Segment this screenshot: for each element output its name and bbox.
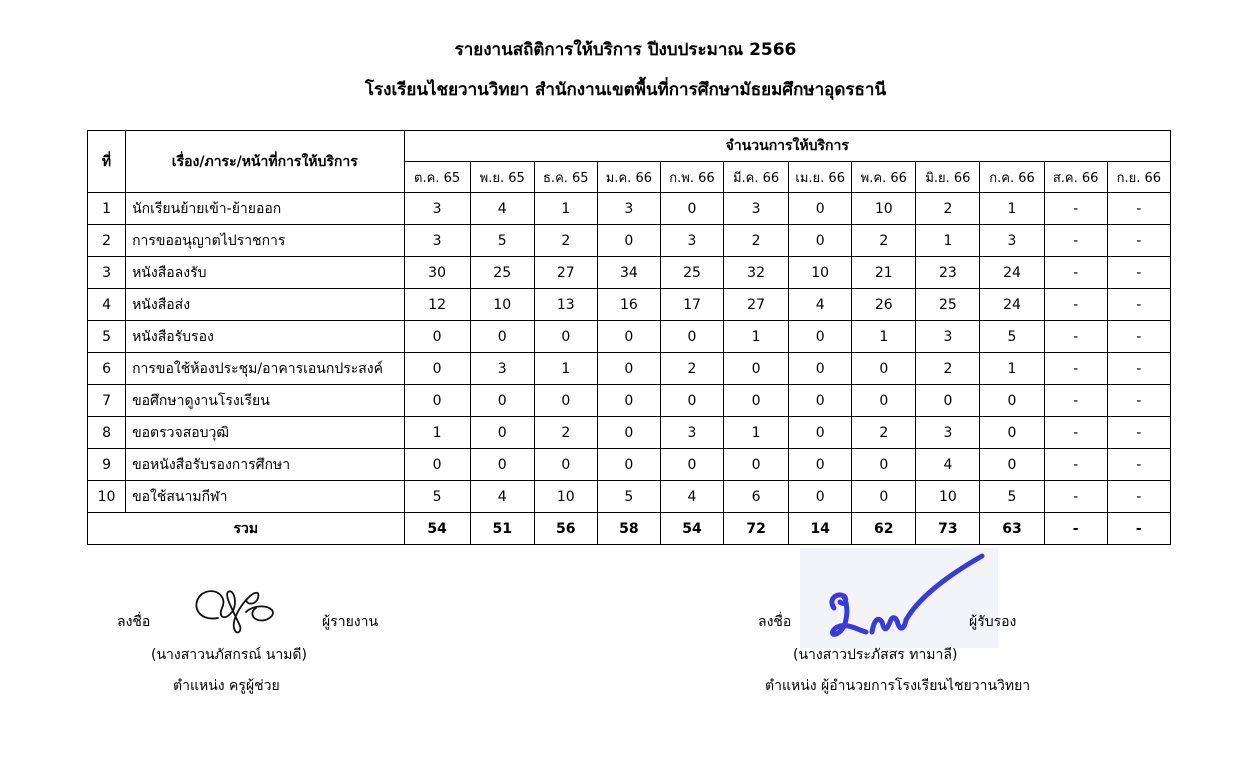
row-value-cell: 0 [916,385,980,417]
row-value-cell: 17 [660,289,723,321]
row-value-cell: 3 [660,225,723,257]
approver-name: (นางสาวประภัสสร ทามาลี) [793,647,958,663]
row-value-cell: 13 [534,289,597,321]
row-number: 3 [88,257,126,289]
row-value-cell: 0 [470,449,534,481]
row-value-cell: 32 [724,257,789,289]
row-value-cell: 2 [724,225,789,257]
total-label: รวม [88,513,405,545]
row-value-cell: 2 [916,193,980,225]
row-value-cell: 4 [916,449,980,481]
row-value-cell: - [1107,353,1170,385]
row-value-cell: 3 [660,417,723,449]
row-value-cell: 2 [852,417,916,449]
row-value-cell: 0 [852,481,916,513]
row-value-cell: 0 [597,321,660,353]
row-value-cell: 0 [724,353,789,385]
column-header-topic: เรื่อง/ภาระ/หน้าที่การให้บริการ [126,131,404,193]
row-number: 2 [88,225,126,257]
total-value-cell: 14 [789,513,852,545]
row-value-cell: 10 [916,481,980,513]
row-value-cell: 26 [852,289,916,321]
row-value-cell: 0 [724,385,789,417]
row-value-cell: - [1044,385,1107,417]
row-value-cell: 0 [597,417,660,449]
table-row [88,481,1171,513]
row-value-cell: 3 [724,193,789,225]
row-value-cell: 10 [789,257,852,289]
row-value-cell: 0 [534,449,597,481]
month-header: ก.ค. 66 [980,162,1044,193]
month-header: ก.พ. 66 [660,162,723,193]
total-value-cell: 54 [404,513,470,545]
approver-sign-label: ลงชื่อ [758,614,792,630]
total-value-cell: - [1107,513,1170,545]
row-value-cell: 0 [789,193,852,225]
table-row [88,289,1171,321]
row-value-cell: 1 [916,225,980,257]
row-value-cell: 5 [980,321,1044,353]
row-value-cell: - [1044,225,1107,257]
month-header: มี.ค. 66 [724,162,789,193]
row-value-cell: 0 [789,353,852,385]
row-value-cell: 2 [916,353,980,385]
row-value-cell: 4 [470,193,534,225]
row-value-cell: 0 [534,385,597,417]
month-header: ต.ค. 65 [404,162,470,193]
row-value-cell: 0 [597,449,660,481]
month-header: มิ.ย. 66 [916,162,980,193]
table-row [88,353,1171,385]
row-value-cell: 3 [404,193,470,225]
row-value-cell: - [1044,257,1107,289]
row-value-cell: 0 [470,385,534,417]
month-header: พ.ย. 65 [470,162,534,193]
total-value-cell: 51 [470,513,534,545]
row-value-cell: 0 [660,385,723,417]
row-topic: ขอหนังสือรับรองการศึกษา [126,449,404,481]
total-value-cell: 56 [534,513,597,545]
row-value-cell: 3 [470,353,534,385]
row-value-cell: 27 [724,289,789,321]
row-value-cell: 0 [980,449,1044,481]
total-value-cell: 73 [916,513,980,545]
row-value-cell: 1 [724,417,789,449]
row-value-cell: 10 [470,289,534,321]
table-row [88,449,1171,481]
row-value-cell: 2 [852,225,916,257]
approver-position: ตำแหน่ง ผู้อำนวยการโรงเรียนไชยวานวิทยา [765,678,1031,694]
row-number: 7 [88,385,126,417]
row-value-cell: 25 [470,257,534,289]
row-topic: ขอใช้สนามกีฬา [126,481,404,513]
row-value-cell: 1 [534,353,597,385]
row-value-cell: 1 [404,417,470,449]
table-row [88,417,1171,449]
row-topic: การขออนุญาตไปราชการ [126,225,404,257]
row-value-cell: 27 [534,257,597,289]
row-value-cell: 0 [852,385,916,417]
row-value-cell: - [1044,353,1107,385]
row-topic: นักเรียนย้ายเข้า-ย้ายออก [126,193,404,225]
row-value-cell: 10 [534,481,597,513]
row-value-cell: - [1107,385,1170,417]
row-number: 8 [88,417,126,449]
reporter-name: (นางสาวนภัสกรณ์ นามดี) [151,647,307,663]
row-value-cell: 5 [404,481,470,513]
row-value-cell: - [1107,417,1170,449]
row-value-cell: 0 [852,353,916,385]
table-row [88,257,1171,289]
row-value-cell: 0 [660,321,723,353]
row-topic: การขอใช้ห้องประชุม/อาคารเอนกประสงค์ [126,353,404,385]
row-value-cell: 1 [852,321,916,353]
row-value-cell: 0 [852,449,916,481]
row-value-cell: 2 [534,417,597,449]
row-value-cell: 0 [789,385,852,417]
row-value-cell: 0 [789,417,852,449]
table-row [88,193,1171,225]
row-value-cell: 0 [789,481,852,513]
row-value-cell: 2 [534,225,597,257]
row-value-cell: 0 [470,417,534,449]
month-header: เม.ย. 66 [789,162,852,193]
row-value-cell: 1 [724,321,789,353]
total-value-cell: 62 [852,513,916,545]
row-value-cell: 0 [980,417,1044,449]
reporter-position: ตำแหน่ง ครูผู้ช่วย [173,678,280,694]
month-header: ธ.ค. 65 [534,162,597,193]
row-value-cell: 3 [916,417,980,449]
row-value-cell: - [1107,257,1170,289]
row-value-cell: 12 [404,289,470,321]
row-topic: หนังสือส่ง [126,289,404,321]
row-value-cell: 4 [660,481,723,513]
row-topic: ขอตรวจสอบวุฒิ [126,417,404,449]
total-row [88,513,1171,545]
row-value-cell: 1 [534,193,597,225]
row-value-cell: 0 [404,353,470,385]
row-value-cell: 3 [916,321,980,353]
row-value-cell: 0 [597,385,660,417]
row-value-cell: 5 [470,225,534,257]
row-value-cell: 0 [534,321,597,353]
row-value-cell: 0 [597,353,660,385]
row-value-cell: 6 [724,481,789,513]
month-header: พ.ค. 66 [852,162,916,193]
row-value-cell: 5 [980,481,1044,513]
row-value-cell: 0 [597,225,660,257]
row-value-cell: 34 [597,257,660,289]
row-value-cell: 0 [470,321,534,353]
row-value-cell: 2 [660,353,723,385]
total-value-cell: 72 [724,513,789,545]
row-value-cell: 1 [980,193,1044,225]
row-value-cell: 25 [660,257,723,289]
row-value-cell: 10 [852,193,916,225]
row-topic: หนังสือลงรับ [126,257,404,289]
row-value-cell: - [1044,481,1107,513]
table-row [88,321,1171,353]
row-value-cell: 0 [980,385,1044,417]
approver-signature [820,550,990,645]
row-number: 1 [88,193,126,225]
table-row [88,385,1171,417]
row-value-cell: - [1044,449,1107,481]
row-value-cell: 21 [852,257,916,289]
row-value-cell: 30 [404,257,470,289]
report-title: รายงานสถิติการให้บริการ ปีงบประมาณ 2566 [454,40,797,60]
row-value-cell: 0 [404,385,470,417]
row-value-cell: - [1107,289,1170,321]
row-value-cell: 0 [660,193,723,225]
total-value-cell: 54 [660,513,723,545]
row-value-cell: - [1044,289,1107,321]
row-number: 6 [88,353,126,385]
row-value-cell: - [1107,321,1170,353]
row-value-cell: 0 [724,449,789,481]
row-value-cell: 0 [404,449,470,481]
column-group-header: จำนวนการให้บริการ [404,131,1170,162]
report-subtitle: โรงเรียนไชยวานวิทยา สำนักงานเขตพื้นที่การศึกษามัธยมศึกษาอุดรธานี [364,80,887,100]
row-value-cell: 0 [404,321,470,353]
row-value-cell: 24 [980,289,1044,321]
row-value-cell: 25 [916,289,980,321]
row-value-cell: 24 [980,257,1044,289]
row-value-cell: 4 [789,289,852,321]
row-value-cell: - [1107,193,1170,225]
row-value-cell: 5 [597,481,660,513]
row-value-cell: 0 [789,225,852,257]
row-number: 10 [88,481,126,513]
reporter-role: ผู้รายงาน [322,614,379,630]
month-header: ก.ย. 66 [1107,162,1170,193]
row-number: 5 [88,321,126,353]
row-value-cell: 23 [916,257,980,289]
row-number: 4 [88,289,126,321]
row-value-cell: 3 [597,193,660,225]
column-header-no: ที่ [88,131,126,193]
row-value-cell: - [1044,321,1107,353]
service-stats-table [87,130,1171,545]
month-header: ส.ค. 66 [1044,162,1107,193]
table-row [88,225,1171,257]
row-value-cell: 3 [980,225,1044,257]
reporter-signature [188,582,280,638]
row-value-cell: 1 [980,353,1044,385]
row-value-cell: - [1044,417,1107,449]
row-value-cell: 3 [404,225,470,257]
row-topic: หนังสือรับรอง [126,321,404,353]
row-topic: ขอศึกษาดูงานโรงเรียน [126,385,404,417]
row-value-cell: - [1107,449,1170,481]
reporter-sign-label: ลงชื่อ [117,614,151,630]
total-value-cell: 63 [980,513,1044,545]
total-value-cell: - [1044,513,1107,545]
row-value-cell: 0 [789,321,852,353]
month-header: ม.ค. 66 [597,162,660,193]
row-value-cell: - [1107,481,1170,513]
row-number: 9 [88,449,126,481]
row-value-cell: 16 [597,289,660,321]
total-value-cell: 58 [597,513,660,545]
row-value-cell: 0 [789,449,852,481]
row-value-cell: - [1044,193,1107,225]
row-value-cell: 0 [660,449,723,481]
row-value-cell: - [1107,225,1170,257]
row-value-cell: 4 [470,481,534,513]
approver-role: ผู้รับรอง [969,614,1017,630]
